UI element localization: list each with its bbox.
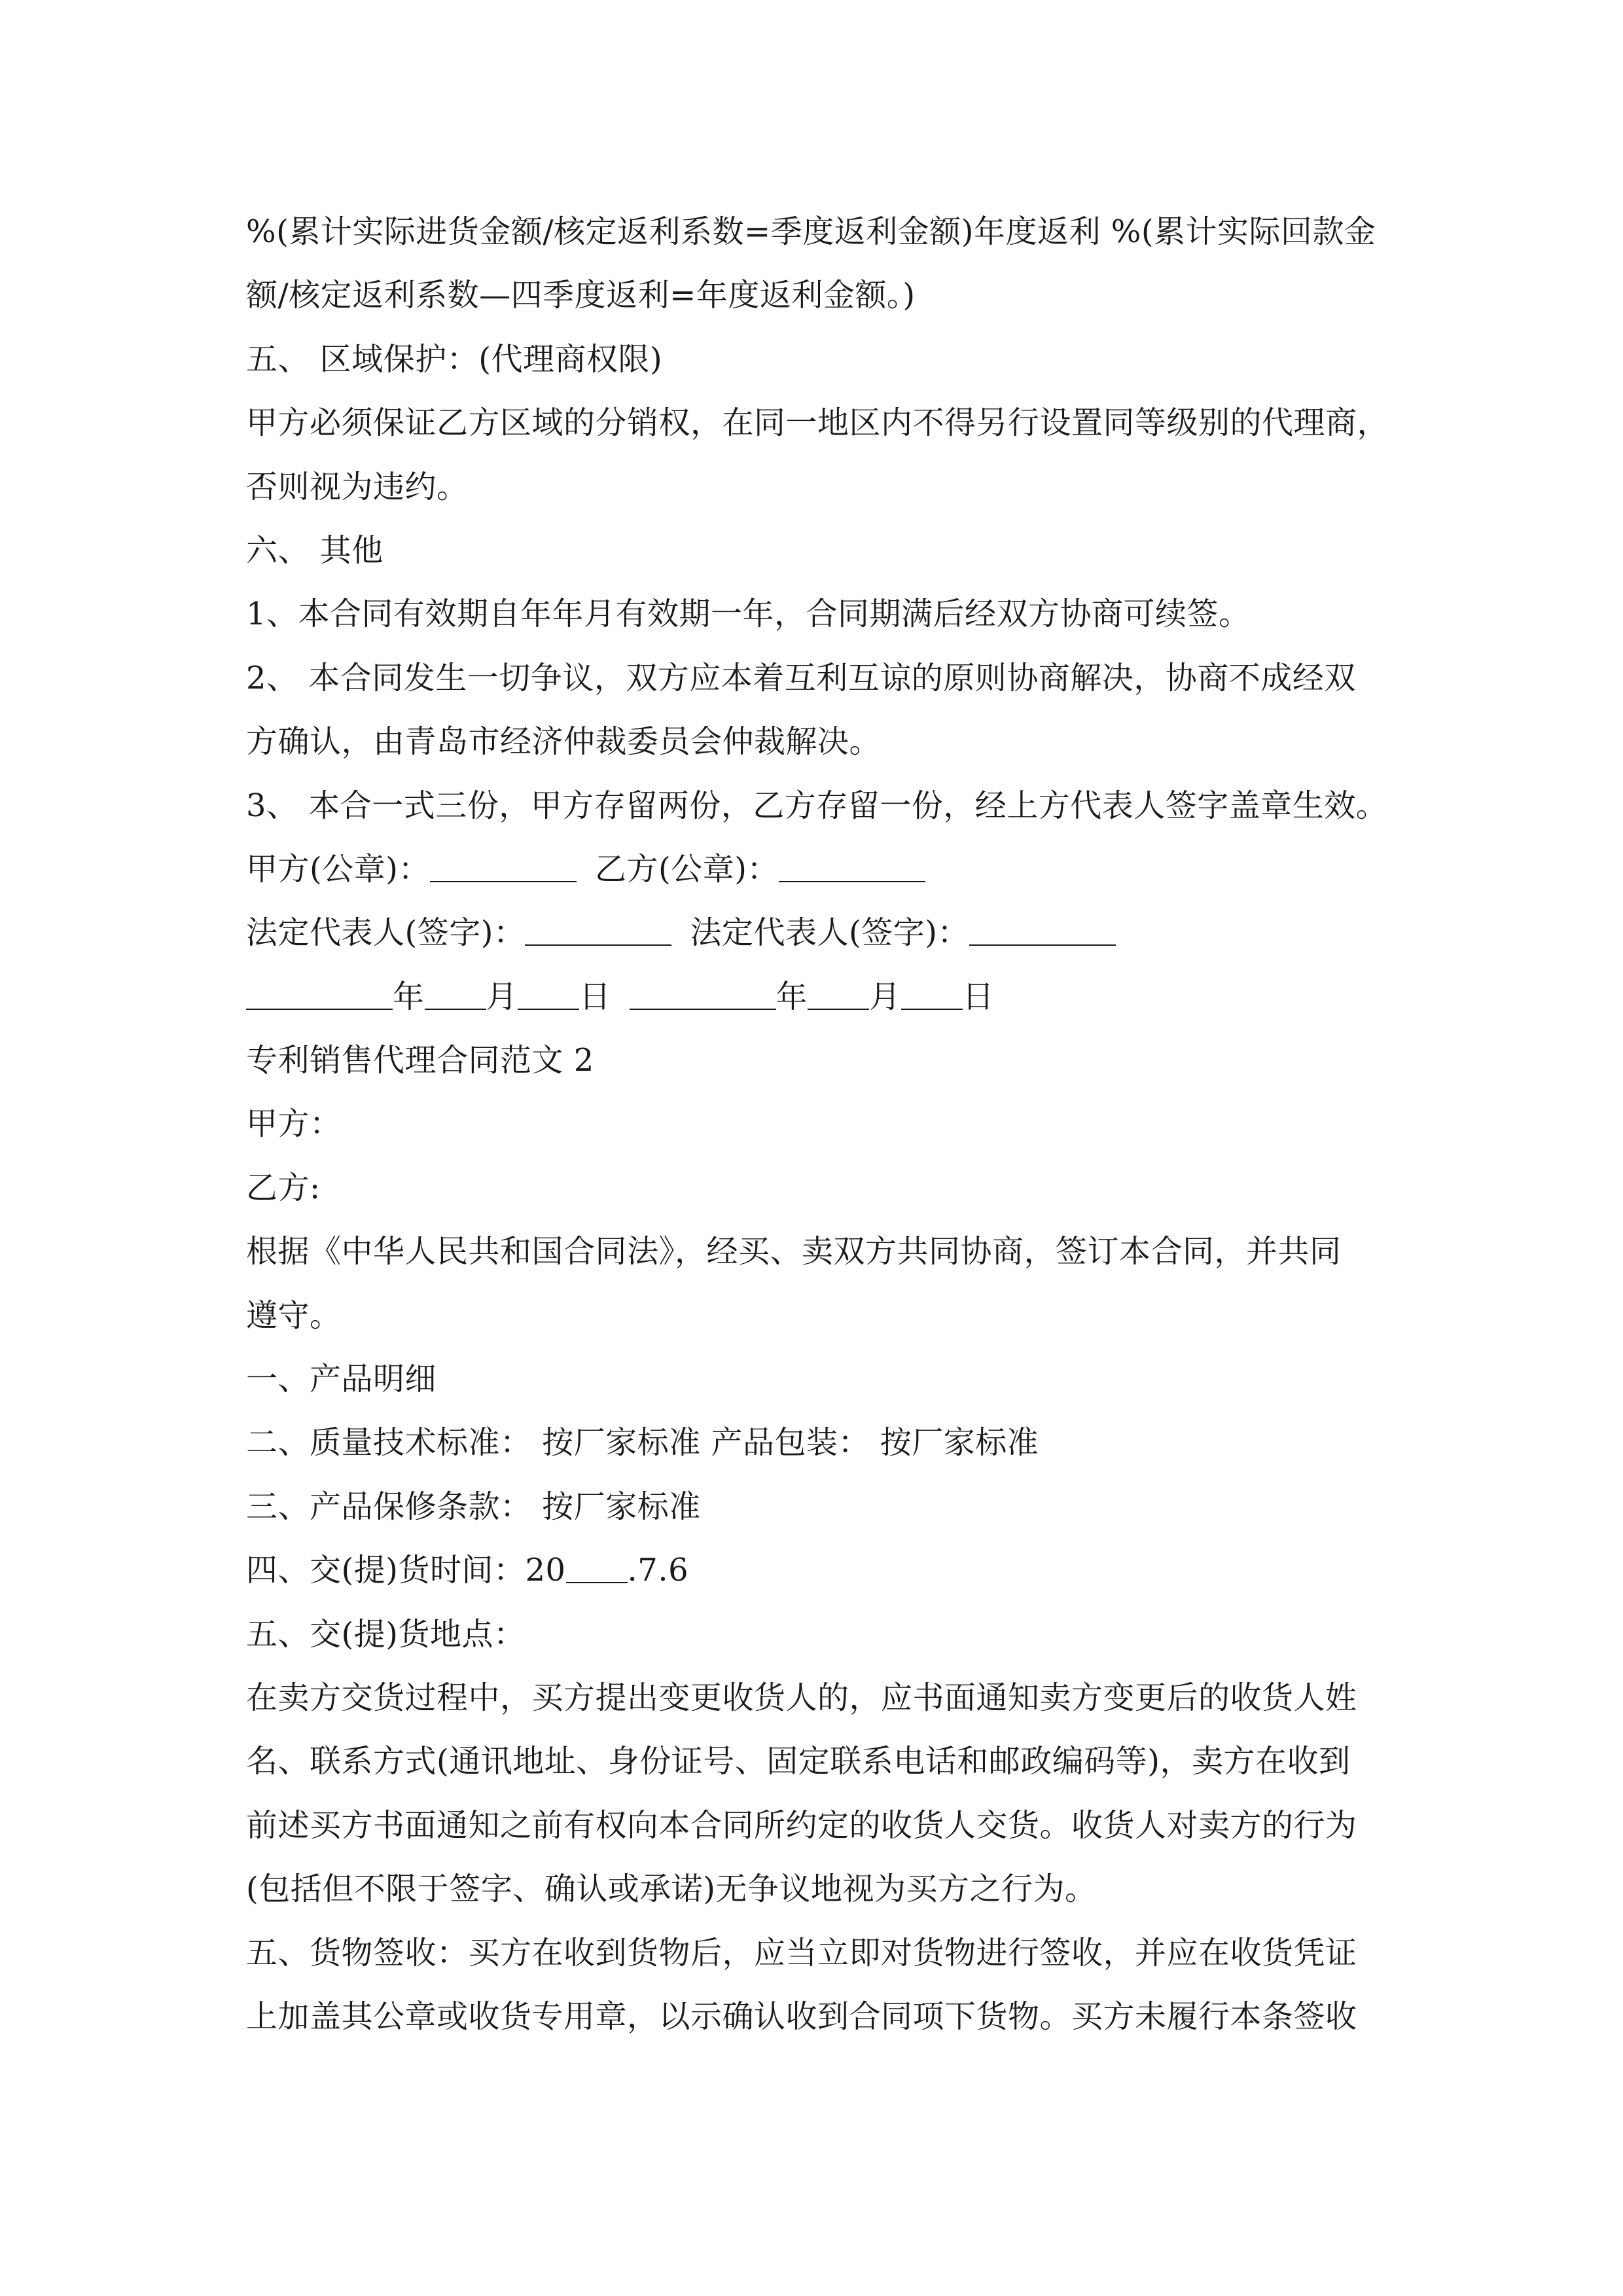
text-line: 前述买方书面通知之前有权向本合同所约定的收货人交货。收货人对卖方的行为 [246, 1806, 1357, 1844]
signature-blank [969, 944, 1116, 946]
text-line: %(累计实际进货金额/核定返利系数=季度返利金额)年度返利 %(累计实际回款金 [246, 213, 1376, 250]
delivery-time-label: 四、交(提)货时间：20 [246, 1552, 566, 1589]
text-line: 甲方必须保证乙方区域的分销权，在同一地区内不得另行设置同等级别的代理商， [246, 404, 1389, 442]
party-a-line: 甲方： [246, 1105, 342, 1143]
representative-line [246, 901, 1398, 965]
party-b-seal-label: 乙方(公章)： [594, 850, 779, 888]
month-label: 月 [486, 978, 518, 1015]
date-blank [518, 1008, 579, 1010]
date-blank [808, 1008, 869, 1010]
date-blank [425, 1008, 486, 1010]
rep-a-label: 法定代表人(签字)： [246, 914, 526, 952]
seal-line [246, 838, 1398, 901]
text-line: 上加盖其公章或收货专用章，以示确认收到合同项下货物。买方未履行本条签收 [246, 1998, 1357, 2035]
year-label: 年 [776, 978, 808, 1015]
month-label: 月 [869, 978, 901, 1015]
item-line: 二、质量技术标准： 按厂家标准 产品包装： 按厂家标准 [246, 1424, 1039, 1462]
party-b-line: 乙方: [246, 1169, 321, 1206]
item-line: 一、产品明细 [246, 1361, 437, 1398]
section-heading: 五、 区域保护：(代理商权限) [246, 340, 663, 378]
contract-title: 专利销售代理合同范文 2 [246, 1042, 594, 1079]
clause-line: 方确认，由青岛市经济仲裁委员会仲裁解决。 [246, 723, 882, 761]
item-line: 五、货物签收：买方在收到货物后，应当立即对货物进行签收，并应在收货凭证 [246, 1934, 1357, 1971]
clause-line: 3、 本合一式三份，甲方存留两份，乙方存留一份，经上方代表人签字盖章生效。 [246, 787, 1388, 824]
date-blank [630, 1008, 776, 1010]
rep-b-label: 法定代表人(签字)： [690, 914, 969, 952]
date-line [246, 965, 1398, 1029]
text-line: 遵守。 [246, 1297, 342, 1334]
text-line: 名、联系方式(通讯地址、身份证号、固定联系电话和邮政编码等)，卖方在收到 [246, 1743, 1351, 1780]
date-blank [246, 1008, 393, 1010]
delivery-time-line [246, 1539, 1398, 1602]
section-heading: 六、 其他 [246, 531, 383, 569]
item-line: 三、产品保修条款： 按厂家标准 [246, 1488, 701, 1525]
clause-line: 1、本合同有效期自年年月有效期一年，合同期满后经双方协商可续签。 [246, 596, 1251, 633]
delivery-time-suffix: .7.6 [627, 1552, 689, 1589]
text-line: 根据《中华人民共和国合同法》，经买、卖双方共同协商，签订本合同，并共同 [246, 1233, 1342, 1270]
signature-blank [779, 880, 925, 882]
day-label: 日 [962, 978, 995, 1015]
clause-line: 2、 本合同发生一切争议，双方应本着互利互谅的原则协商解决，协商不成经双 [246, 659, 1356, 696]
text-line: (包括但不限于签字、确认或承诺)无争议地视为买方之行为。 [246, 1871, 1097, 1908]
item-line: 五、交(提)货地点： [246, 1615, 526, 1653]
text-line: 额/核定返利系数—四季度返利=年度返利金额。) [246, 277, 916, 314]
year-label: 年 [393, 978, 425, 1015]
text-line: 在卖方交货过程中，买方提出变更收货人的，应书面通知卖方变更后的收货人姓 [246, 1679, 1357, 1716]
party-a-seal-label: 甲方(公章)： [246, 850, 430, 888]
signature-blank [525, 944, 671, 946]
signature-blank [430, 880, 577, 882]
date-blank [566, 1581, 628, 1583]
document-body [246, 200, 1398, 2049]
day-label: 日 [579, 978, 611, 1015]
date-blank [901, 1008, 963, 1010]
text-line: 否则视为违约。 [246, 468, 469, 505]
